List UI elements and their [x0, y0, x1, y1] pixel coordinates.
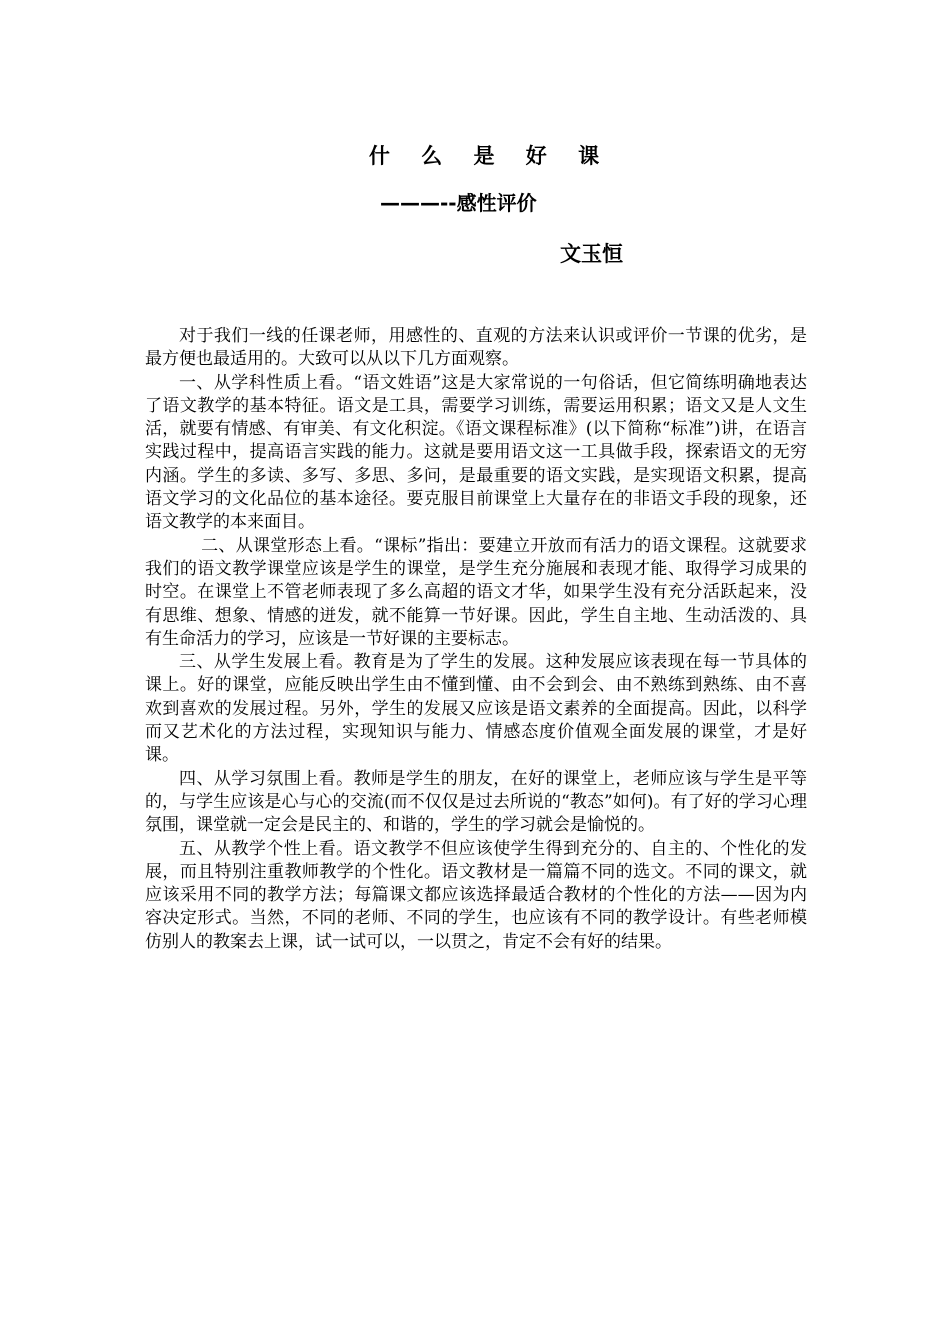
document-body — [145, 325, 807, 954]
paragraph-teaching-individuality: 五、从教学个性上看。语文教学不但应该使学生得到充分的、自主的、个性化的发展，而且特别注重教师教学的个性化。语文教材是一篇篇不同的选文。不同的课文，就应该采用不同的教学方法；每篇课文都应该选择最适合教材的个性化的方法——因为内容决定形式。当然，不同的老师、不同的学生，也应该有不同的教学设计。有些老师模仿别人的教案去上课，试一试可以，一以贯之，肯定不会有好的结果。 — [145, 838, 807, 952]
paragraph-student-development: 三、从学生发展上看。教育是为了学生的发展。这种发展应该表现在每一节具体的课上。好的课堂，应能反映出学生由不懂到懂、由不会到会、由不熟练到熟练、由不喜欢到喜欢的发展过程。另外，学生的发展又应该是语文素养的全面提高。因此，以科学而又艺术化的方法过程，实现知识与能力、情感态度价值观全面发展的课堂，才是好课。 — [145, 652, 807, 766]
paragraph-learning-atmosphere: 四、从学习氛围上看。教师是学生的朋友，在好的课堂上，老师应该与学生是平等的，与学生应该是心与心的交流(而不仅仅是过去所说的“教态”如何)。有了好的学习心理氛围，课堂就一定会是民主的、和谐的，学生的学习就会是愉悦的。 — [145, 768, 807, 836]
paragraph-subject-nature: 一、从学科性质上看。“语文姓语”这是大家常说的一句俗话，但它简练明确地表达了语文教学的基本特征。语文是工具，需要学习训练，需要运用积累；语文又是人文生活，就要有情感、有审美、有文化积淀。《语文课程标准》(以下简称“标准”)讲，在语言实践过程中，提高语言实践的能力。这就是要用语文这一工具做手段，探索语文的无穷内涵。学生的多读、多写、多思、多问，是最重要的语文实践，是实现语文积累，提高语文学习的文化品位的基本途径。要克服目前课堂上大量存在的非语文手段的现象，还语文教学的本来面目。 — [145, 372, 807, 533]
paragraph-classroom-form: 二、从课堂形态上看。“课标”指出：要建立开放而有活力的语文课程。这就要求我们的语文教学课堂应该是学生的课堂，是学生充分施展和表现才能、取得学习成果的时空。在课堂上不管老师表现了多么高超的语文才华，如果学生没有充分活跃起来，没有思维、想象、情感的迸发，就不能算一节好课。因此，学生自主地、生动活泼的、具有生命活力的学习，应该是一节好课的主要标志。 — [145, 535, 807, 649]
document-author: 文玉恒 — [560, 242, 623, 266]
document-subtitle: ———--感性评价 — [380, 191, 537, 215]
paragraph-intro: 对于我们一线的任课老师，用感性的、直观的方法来认识或评价一节课的优劣，是最方便也最适用的。大致可以从以下几方面观察。 — [145, 326, 807, 370]
document-title: 什 么 是 好 课 — [368, 144, 612, 168]
